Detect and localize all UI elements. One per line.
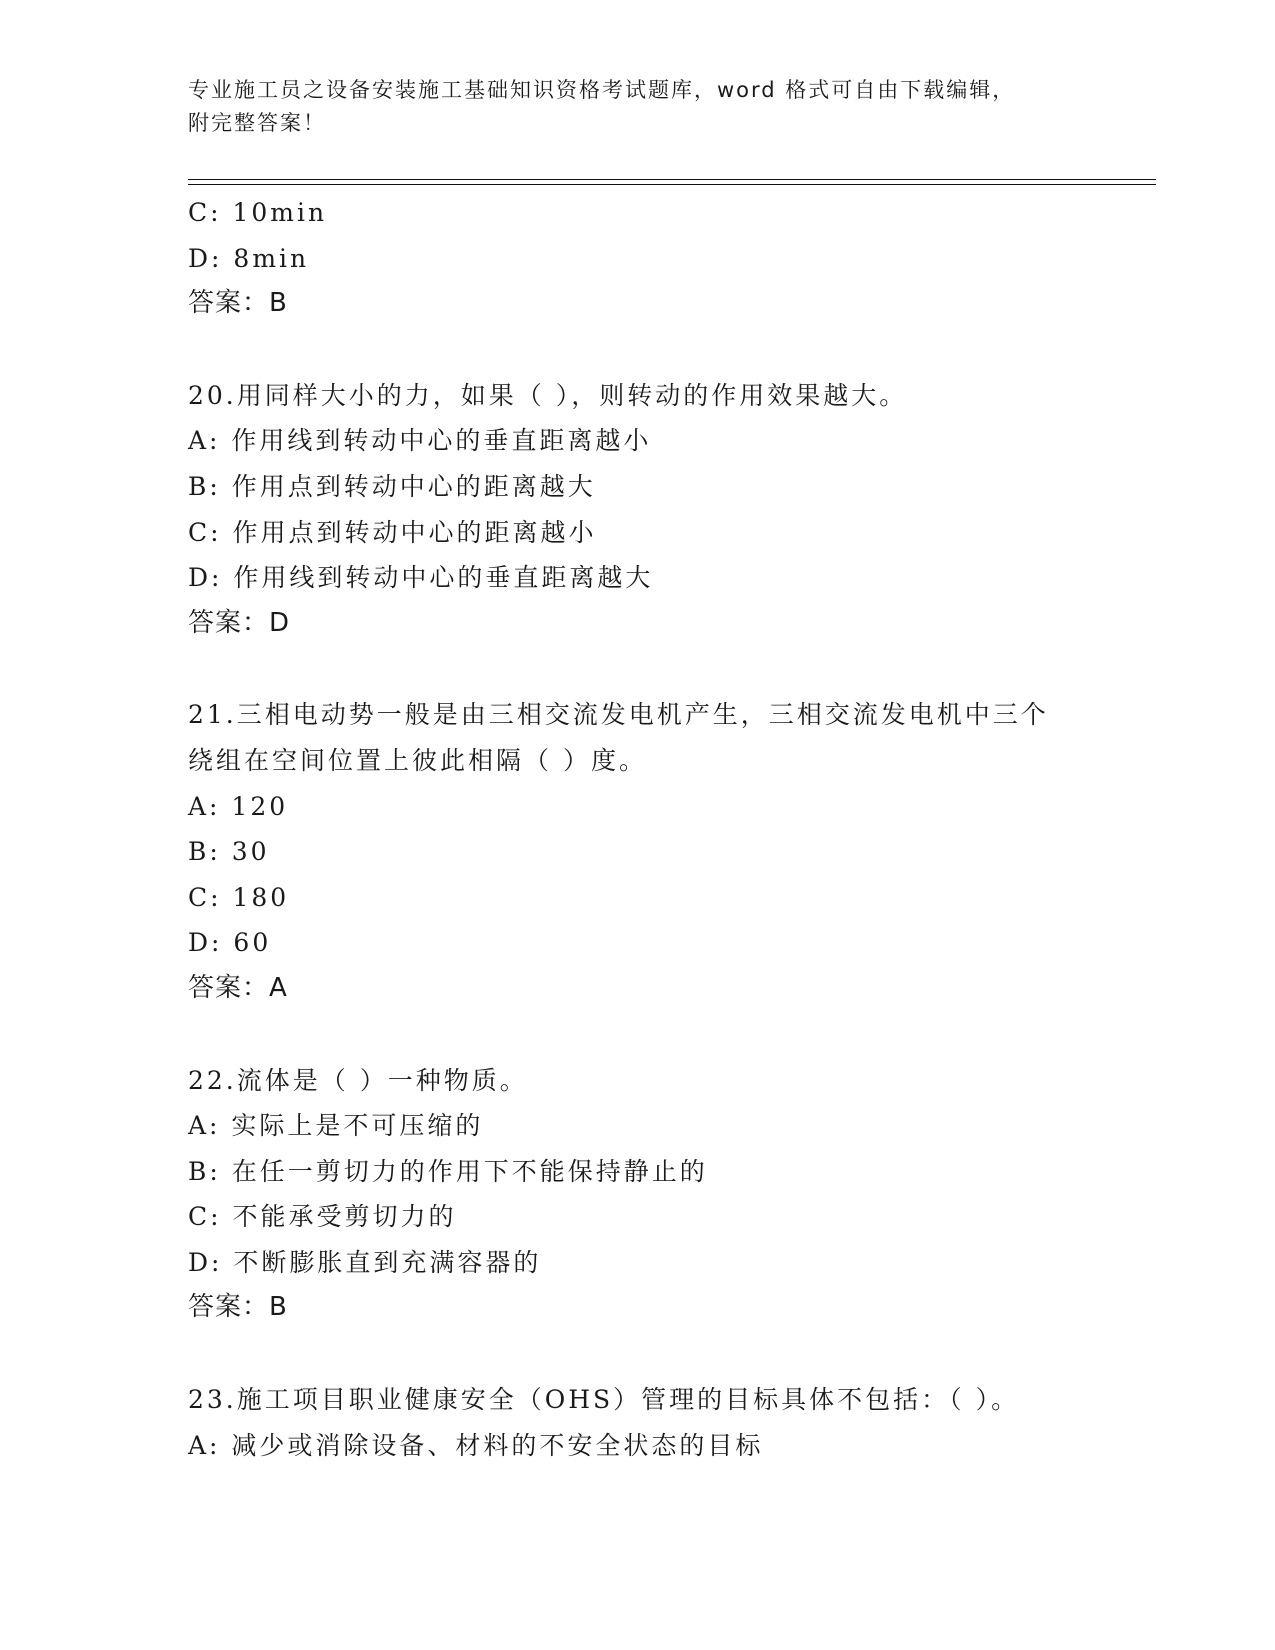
page-header [188,74,1068,140]
question-list [188,190,1088,1468]
option-a: A: 实际上是不可压缩的 [188,1111,484,1141]
question-text: 20.用同样大小的力，如果（ ），则转动的作用效果越大。 [188,380,908,410]
option-d: D: 作用线到转动中心的垂直距离越大 [188,563,654,593]
question-text: 22.流体是（ ）一种物质。 [188,1065,528,1095]
header-divider-top [188,179,1156,180]
answer: 答案：A [188,972,288,1003]
option-a: A: 120 [188,791,289,821]
option-d: D: 不断膨胀直到充满容器的 [188,1247,542,1277]
question-22 [188,1058,1088,1332]
option-b: B: 作用点到转动中心的距离越大 [188,471,596,501]
spacer [188,1331,1088,1377]
question-19-tail [188,190,1088,327]
answer: 答案：D [188,607,291,638]
answer: 答案：B [188,1292,288,1323]
spacer [188,646,1088,692]
option-d: D: 60 [188,928,272,958]
option-d: D: 8min [188,243,310,273]
question-20 [188,373,1088,647]
spacer [188,1012,1088,1058]
header-line-1: 专业施工员之设备安装施工基础知识资格考试题库，word 格式可自由下载编辑， [188,78,1016,102]
question-23 [188,1377,1088,1468]
option-c: C: 10min [188,198,328,227]
option-c: C: 180 [188,882,290,912]
spacer [188,327,1088,373]
question-text: 23.施工项目职业健康安全（OHS）管理的目标具体不包括：（ ）。 [188,1385,1020,1415]
question-text-line-1: 21.三相电动势一般是由三相交流发电机产生，三相交流发电机中三个 [188,700,1049,730]
answer: 答案：B [188,288,288,319]
option-a: A: 减少或消除设备、材料的不安全状态的目标 [188,1430,764,1460]
header-line-2: 附完整答案！ [188,111,326,135]
question-text-line-2: 绕组在空间位置上彼此相隔（ ）度。 [188,745,647,775]
option-b: B: 30 [188,837,270,867]
header-divider-bottom [188,184,1156,185]
option-b: B: 在任一剪切力的作用下不能保持静止的 [188,1156,708,1186]
question-21 [188,692,1088,1011]
option-a: A: 作用线到转动中心的垂直距离越小 [188,426,652,456]
option-c: C: 不能承受剪切力的 [188,1202,457,1232]
option-c: C: 作用点到转动中心的距离越小 [188,517,597,547]
